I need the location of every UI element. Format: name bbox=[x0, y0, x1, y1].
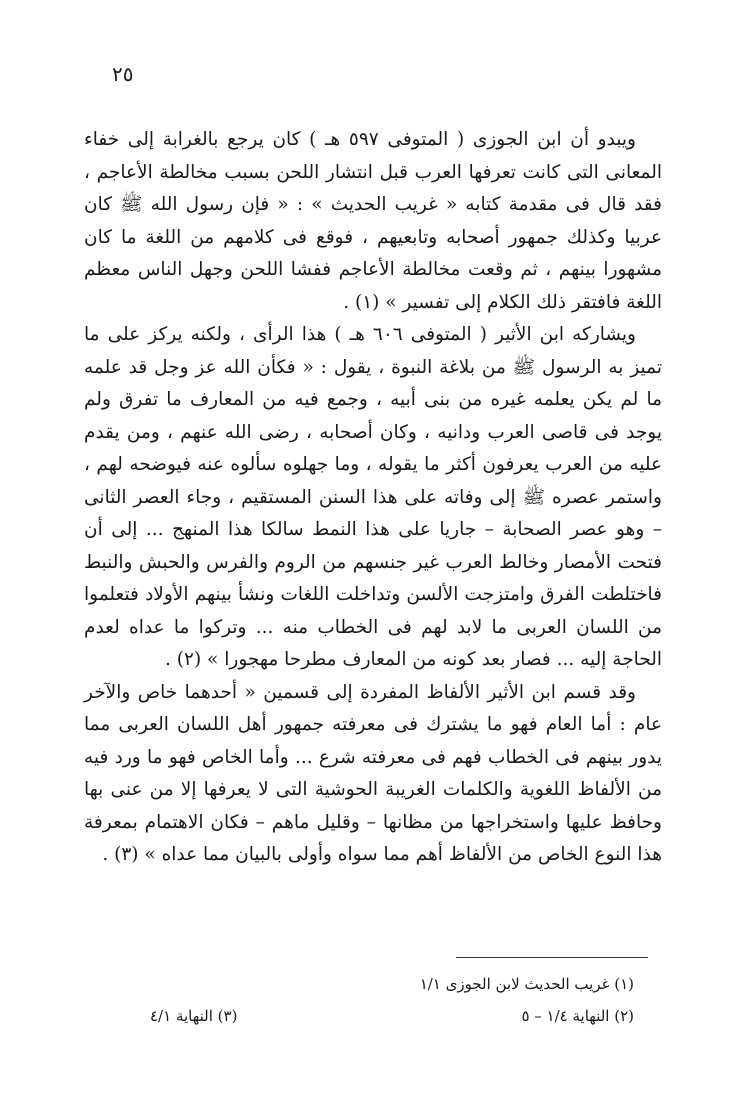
page-number: ٢٥ bbox=[112, 62, 134, 86]
footnote-2: (٢) النهاية ١/٤ – ٥ bbox=[521, 1007, 634, 1025]
footnote-3: (٣) النهاية ٤/١ bbox=[150, 1007, 238, 1025]
main-text bbox=[84, 124, 662, 872]
footnote-row-2 bbox=[150, 1000, 634, 1032]
paragraph-1: ويبدو أن ابن الجوزى ( المتوفى ٥٩٧ هـ ) كان يرجع بالغرابة إلى خفاء المعانى التى كانت تعرفها العرب قبل انتشار اللحن بسبب مخالطة الأعاجم ، فقد قال فى مقدمة كتابه « غريب الحديث » : « فإن رسول الله ﷺ كان عربيا وكذلك جمهور أصحابه وتابعيهم ، فوقع فى كلامهم من اللغة ما كان مشهورا بينهم ، ثم وقعت مخالطة الأعاجم ففشا اللحن وجهل الناس معظم اللغة فافتقر ذلك الكلام إلى تفسير » (١) . bbox=[84, 129, 662, 313]
footnote-divider bbox=[456, 957, 648, 958]
paragraph-2: ويشاركه ابن الأثير ( المتوفى ٦٠٦ هـ ) هذا الرأى ، ولكنه يركز على ما تميز به الرسول ﷺ من بلاغة النبوة ، يقول : « فكأن الله عز وجل قد علمه ما لم يكن يعلمه غيره من بنى أبيه ، وجمع فيه من المعارف ما تفرق ولم يوجد فى قاصى العرب ودانيه ، وكان أصحابه ، رضى الله عنهم ، ومن يقدم عليه من العرب يعرفون أكثر ما يقوله ، وما جهلوه سألوه عنه فيوضحه لهم ، واستمر عصره ﷺ إلى وفاته على هذا السنن المستقيم ، وجاء العصر الثانى – وهو عصر الصحابة – جاريا على هذا النمط سالكا هذا المنهج ... إلى أن فتحت الأمصار وخالط العرب غير جنسهم من الروم والفرس والحبش والنبط فاختلطت الفرق وامتزجت الألسن وتداخلت اللغات ونشأ بينهم الأولاد فتعلموا من اللسان العربى ما لابد لهم فى الخطاب منه ... وتركوا ما عداه لعدم الحاجة إليه ... فصار بعد كونه من المعارف مطرحا مهجورا » (٢) . bbox=[84, 324, 662, 670]
footnotes bbox=[150, 968, 634, 1032]
footnote-row-1 bbox=[150, 968, 634, 1000]
footnote-1: (١) غريب الحديث لابن الجوزى ١/١ bbox=[419, 975, 634, 993]
paragraph-3: وقد قسم ابن الأثير الألفاظ المفردة إلى قسمين « أحدهما خاص والآخر عام : أما العام فهو ما يشترك فى معرفته جمهور أهل اللسان العربى مما يدور بينهم فى الخطاب فهم فى معرفته شرع ... وأما الخاص فهو ما ورد فيه من الألفاظ اللغوية والكلمات الغريبة الحوشية التى لا يعرفها إلا من عنى بها وحافظ عليها واستخراجها من مظانها – وقليل ماهم – فكان الاهتمام بمعرفة هذا النوع الخاص من الألفاظ أهم مما سواه وأولى بالبيان مما عداه » (٣) . bbox=[84, 681, 662, 865]
